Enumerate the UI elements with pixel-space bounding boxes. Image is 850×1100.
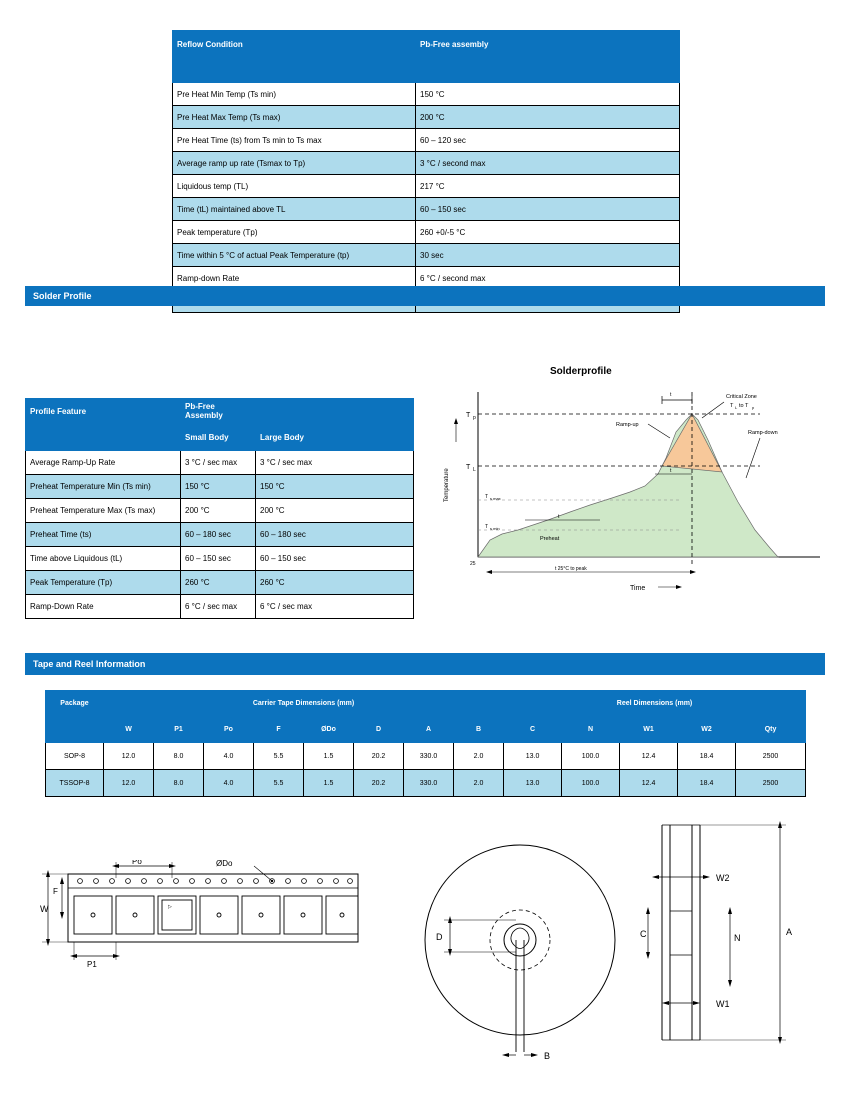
header-cell: Pb-Free Assembly — [181, 399, 256, 424]
header-cell: C — [504, 716, 562, 743]
cell: 5.5 — [254, 770, 304, 797]
cell: 20.2 — [354, 770, 404, 797]
cell: 3 °C / sec max — [256, 451, 414, 475]
header-cell — [504, 31, 592, 58]
table-row — [173, 129, 680, 152]
cell: 6 °C / sec max — [256, 595, 414, 619]
svg-text:t: t — [558, 514, 560, 520]
cell: 60 – 150 sec — [181, 547, 256, 571]
cell: Average Ramp-Up Rate — [26, 451, 181, 475]
cell: Average ramp up rate (Tsmax to Tp) — [173, 152, 416, 175]
table-row — [26, 475, 414, 499]
label-c: C — [640, 929, 647, 939]
section-bar-solder-profile — [25, 286, 825, 306]
solder-profile-table — [25, 398, 414, 619]
svg-text:t: t — [670, 468, 672, 474]
table-row — [26, 571, 414, 595]
cell: 200 °C — [256, 499, 414, 523]
chart-label-tp: t — [670, 392, 672, 398]
svg-text:Temperature: Temperature — [444, 468, 450, 502]
header-cell — [334, 399, 414, 424]
cell: Time (tL) maintained above TL — [173, 198, 416, 221]
header-cell: D — [354, 716, 404, 743]
table-header-row — [26, 399, 414, 424]
header-cell: Reel Dimensions (mm) — [504, 691, 806, 716]
cell: 217 °C — [416, 175, 680, 198]
cell: Pre Heat Min Temp (Ts min) — [173, 83, 416, 106]
svg-text:to T: to T — [739, 403, 749, 409]
table-row — [173, 244, 680, 267]
cell: Ramp-down Rate — [173, 267, 416, 290]
table-header-row — [173, 31, 680, 58]
cell: 60 – 120 sec — [416, 129, 680, 152]
svg-text:s max: s max — [490, 496, 501, 501]
cell: 60 – 150 sec — [416, 198, 680, 221]
header-cell: Small Body — [181, 424, 256, 451]
cell: 6 °C / sec max — [181, 595, 256, 619]
carrier-tape-drawing — [40, 860, 380, 990]
cell: 6 °C / second max — [416, 267, 680, 290]
cell: 8.0 — [154, 743, 204, 770]
header-cell — [26, 424, 181, 451]
label-odo: ØDo — [216, 860, 233, 868]
cell: 30 sec — [416, 244, 680, 267]
cell: 60 – 150 sec — [256, 547, 414, 571]
svg-text:Preheat: Preheat — [540, 536, 560, 542]
cell: 150 °C — [256, 475, 414, 499]
cell: 260 °C — [256, 571, 414, 595]
svg-text:T: T — [485, 524, 489, 530]
svg-text:25: 25 — [470, 561, 476, 567]
cell: Pre Heat Time (ts) from Ts min to Ts max — [173, 129, 416, 152]
cell: Pre Heat Max Temp (Ts max) — [173, 106, 416, 129]
cell: 150 °C — [181, 475, 256, 499]
table-row — [173, 221, 680, 244]
cell: 4.0 — [204, 770, 254, 797]
header-cell: P1 — [154, 716, 204, 743]
label-b: B — [544, 1051, 551, 1061]
svg-text:▷: ▷ — [168, 904, 172, 910]
cell: Preheat Temperature Max (Ts max) — [26, 499, 181, 523]
table-row — [26, 499, 414, 523]
svg-text:T: T — [466, 412, 471, 419]
label-n: N — [734, 933, 741, 943]
svg-text:L: L — [473, 467, 476, 473]
label-a: A — [786, 927, 793, 937]
label-w1: W1 — [716, 999, 730, 1009]
svg-text:T: T — [466, 464, 471, 471]
svg-text:Solderprofile: Solderprofile — [550, 366, 612, 377]
header-cell: Reflow Condition — [173, 31, 416, 58]
cell: 100.0 — [562, 743, 620, 770]
header-cell: Po — [204, 716, 254, 743]
cell: 2.0 — [454, 743, 504, 770]
header-cell: W2 — [678, 716, 736, 743]
header-cell: Package — [46, 691, 104, 716]
svg-text:T: T — [485, 494, 489, 500]
header-cell — [416, 58, 504, 83]
cell: 5.5 — [254, 743, 304, 770]
cell: 200 °C — [181, 499, 256, 523]
table-header-row — [173, 58, 680, 83]
cell: Preheat Time (ts) — [26, 523, 181, 547]
table-row — [173, 198, 680, 221]
header-cell: B — [454, 716, 504, 743]
cell: 200 °C — [416, 106, 680, 129]
header-cell: Large Body — [256, 424, 334, 451]
table-row — [46, 743, 806, 770]
header-cell: F — [254, 716, 304, 743]
cell: 8.0 — [154, 770, 204, 797]
cell: Liquidous temp (TL) — [173, 175, 416, 198]
cell: SOP-8 — [46, 743, 104, 770]
header-cell: W1 — [620, 716, 678, 743]
cell: 18.4 — [678, 770, 736, 797]
cell: 12.4 — [620, 770, 678, 797]
cell: Ramp-Down Rate — [26, 595, 181, 619]
table-row — [173, 152, 680, 175]
solder-profile-figure — [430, 362, 830, 602]
table-row — [26, 523, 414, 547]
table-row — [26, 547, 414, 571]
tape-reel-table — [45, 690, 806, 797]
table-header-row — [46, 716, 806, 743]
cell: 13.0 — [504, 743, 562, 770]
section-bar-tape-reel — [25, 653, 825, 675]
header-cell — [334, 424, 414, 451]
table-row — [26, 451, 414, 475]
table-row — [26, 595, 414, 619]
svg-text:Critical Zone: Critical Zone — [726, 394, 757, 400]
cell: 330.0 — [404, 743, 454, 770]
header-cell — [592, 58, 680, 83]
cell: Preheat Temperature Min (Ts min) — [26, 475, 181, 499]
svg-text:Time: Time — [630, 585, 646, 592]
label-d: D — [436, 932, 443, 942]
reel-side-drawing — [640, 815, 820, 1075]
header-cell: N — [562, 716, 620, 743]
section-bar-label: Solder Profile — [33, 291, 92, 301]
label-w: W — [40, 904, 49, 914]
table-row — [173, 83, 680, 106]
cell: 3 °C / sec max — [181, 451, 256, 475]
cell: 12.0 — [104, 743, 154, 770]
header-cell: Profile Feature — [26, 399, 181, 424]
header-cell: ØDo — [304, 716, 354, 743]
cell: 2500 — [736, 770, 806, 797]
cell: 260 °C — [181, 571, 256, 595]
cell: 1.5 — [304, 770, 354, 797]
svg-text:L: L — [735, 405, 738, 410]
table-row — [173, 106, 680, 129]
svg-text:Ramp-up: Ramp-up — [616, 422, 639, 428]
cell: 1.5 — [304, 743, 354, 770]
reflow-conditions-table — [172, 30, 680, 313]
cell: 60 – 180 sec — [181, 523, 256, 547]
cell: 13.0 — [504, 770, 562, 797]
header-cell: Carrier Tape Dimensions (mm) — [104, 691, 504, 716]
cell: 150 °C — [416, 83, 680, 106]
cell: 4.0 — [204, 743, 254, 770]
label-f: F — [53, 887, 58, 896]
header-cell: Pb-Free assembly — [416, 31, 504, 58]
cell: 3 °C / second max — [416, 152, 680, 175]
cell: 260 +0/-5 °C — [416, 221, 680, 244]
cell: 12.4 — [620, 743, 678, 770]
svg-text:p: p — [752, 405, 755, 410]
cell: 12.0 — [104, 770, 154, 797]
table-row — [173, 175, 680, 198]
svg-text:Ramp-down: Ramp-down — [748, 430, 778, 436]
cell: TSSOP-8 — [46, 770, 104, 797]
header-cell: Qty — [736, 716, 806, 743]
cell: 60 – 180 sec — [256, 523, 414, 547]
cell: 18.4 — [678, 743, 736, 770]
header-cell — [173, 58, 416, 83]
cell: Peak Temperature (Tp) — [26, 571, 181, 595]
cell: 330.0 — [404, 770, 454, 797]
cell: 100.0 — [562, 770, 620, 797]
cell: 2.0 — [454, 770, 504, 797]
header-cell — [46, 716, 104, 743]
cell: Peak temperature (Tp) — [173, 221, 416, 244]
cell: Time above Liquidous (tL) — [26, 547, 181, 571]
table-header-row — [46, 691, 806, 716]
reel-front-drawing — [420, 840, 620, 1070]
cell: 2500 — [736, 743, 806, 770]
table-header-row — [26, 424, 414, 451]
label-w2: W2 — [716, 873, 730, 883]
section-bar-label: Tape and Reel Information — [33, 659, 146, 669]
svg-text:t 25°C to peak: t 25°C to peak — [555, 566, 587, 572]
header-cell: A — [404, 716, 454, 743]
table-row — [46, 770, 806, 797]
header-cell — [256, 399, 334, 424]
svg-text:p: p — [473, 415, 476, 421]
header-cell: W — [104, 716, 154, 743]
header-cell — [504, 58, 592, 83]
cell: Time within 5 °C of actual Peak Temperature (tp) — [173, 244, 416, 267]
label-p1: P1 — [87, 960, 97, 969]
header-cell — [592, 31, 680, 58]
svg-text:T: T — [730, 403, 734, 409]
cell: 20.2 — [354, 743, 404, 770]
label-po: Po — [132, 860, 142, 866]
svg-text:s min: s min — [490, 526, 500, 531]
